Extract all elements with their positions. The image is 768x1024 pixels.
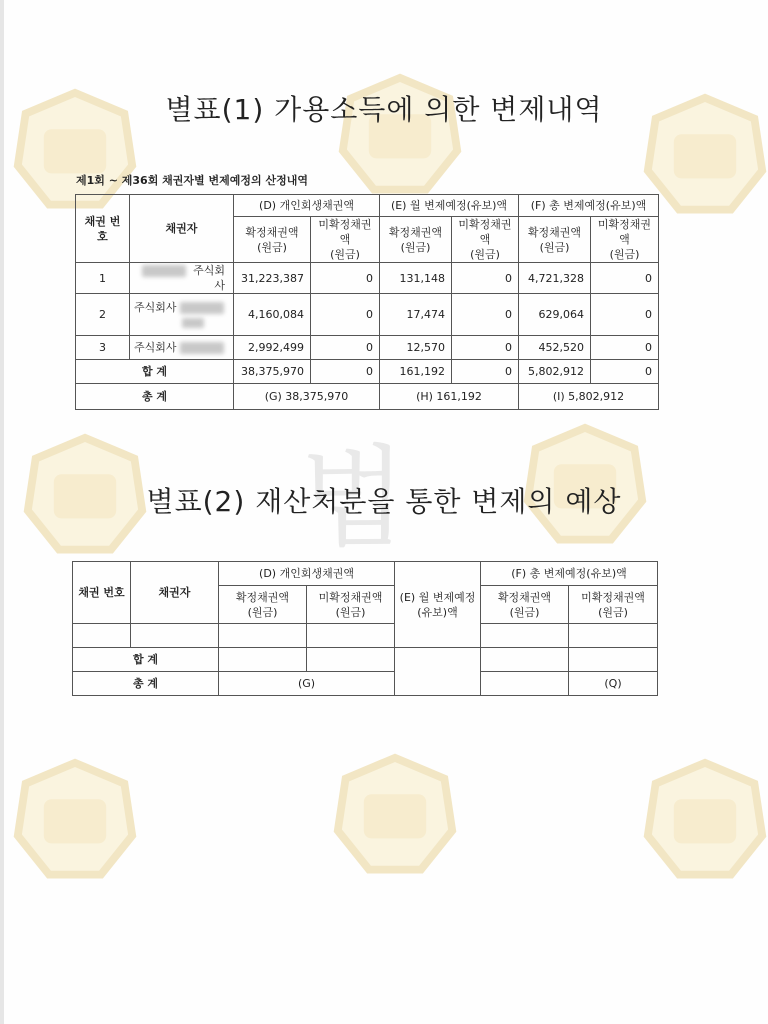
- header-unconfirmed: 미확정채권액 (원금): [569, 586, 658, 624]
- subtotal-e-unconfirmed: 0: [452, 360, 519, 384]
- empty-cell: [307, 624, 395, 648]
- appendix-1-subtitle: 제1회 ~ 제36회 채권자별 변제예정의 산정내역: [76, 174, 308, 187]
- subtotal-d-unconfirmed: 0: [311, 360, 380, 384]
- header-creditor: 채권자: [131, 562, 219, 624]
- cell-d-confirmed: 31,223,387: [234, 263, 311, 294]
- header-f: (F) 총 변제예정(유보)액: [519, 195, 659, 217]
- watermark-emblem-icon: [330, 750, 460, 880]
- header-confirmed: 확정채권액 (원금): [519, 217, 591, 263]
- header-no: 채권 번호: [73, 562, 131, 624]
- empty-cell: [219, 624, 307, 648]
- total-q: (Q): [569, 672, 658, 696]
- cell-f-confirmed: 452,520: [519, 336, 591, 360]
- subtotal-f-confirmed: 5,802,912: [519, 360, 591, 384]
- row-no: 2: [76, 294, 130, 336]
- total-i: (I) 5,802,912: [519, 384, 659, 410]
- header-confirmed: 확정채권액 (원금): [380, 217, 452, 263]
- cell-e-unconfirmed: 0: [452, 263, 519, 294]
- total-h: (H) 161,192: [380, 384, 519, 410]
- cell-e-confirmed: 17,474: [380, 294, 452, 336]
- row-creditor: 주식회사: [130, 263, 234, 294]
- cell-e-unconfirmed: 0: [452, 294, 519, 336]
- header-unconfirmed: 미확정채권액 (원금): [452, 217, 519, 263]
- total-label: 총 계: [76, 384, 234, 410]
- empty-cell: [481, 624, 569, 648]
- row-creditor: 주식회사: [130, 336, 234, 360]
- header-confirmed: 확정채권액 (원금): [234, 217, 311, 263]
- cell-d-confirmed: 2,992,499: [234, 336, 311, 360]
- header-unconfirmed: 미확정채권액 (원금): [591, 217, 659, 263]
- cell-e-confirmed: 12,570: [380, 336, 452, 360]
- subtotal-f-unconfirmed: 0: [591, 360, 659, 384]
- table-row: [76, 294, 659, 336]
- empty-cell: [481, 648, 569, 672]
- header-confirmed: 확정채권액 (원금): [481, 586, 569, 624]
- subtotal-d-confirmed: 38,375,970: [234, 360, 311, 384]
- header-e: (E) 월 변제예정 (유보)액: [395, 562, 481, 648]
- cell-f-confirmed: 629,064: [519, 294, 591, 336]
- redacted-name: [142, 265, 186, 277]
- table-row: [76, 263, 659, 294]
- table-row: [76, 336, 659, 360]
- redacted-name: [180, 302, 224, 314]
- header-unconfirmed: 미확정채권액 (원금): [311, 217, 380, 263]
- total-g: (G): [219, 672, 395, 696]
- empty-cell: [131, 624, 219, 648]
- subtotal-label: 합 계: [73, 648, 219, 672]
- empty-cell: [395, 648, 481, 696]
- empty-cell: [307, 648, 395, 672]
- watermark-text: 법: [300, 434, 401, 562]
- cell-e-confirmed: 131,148: [380, 263, 452, 294]
- header-no: 채권 번호: [76, 195, 130, 263]
- total-label: 총 계: [73, 672, 219, 696]
- subtotal-e-confirmed: 161,192: [380, 360, 452, 384]
- cell-d-confirmed: 4,160,084: [234, 294, 311, 336]
- cell-f-confirmed: 4,721,328: [519, 263, 591, 294]
- cell-f-unconfirmed: 0: [591, 294, 659, 336]
- redacted-name: [182, 318, 204, 328]
- total-row: [76, 384, 659, 410]
- empty-cell: [569, 648, 658, 672]
- row-creditor: 주식회사: [130, 294, 234, 336]
- header-e: (E) 월 변제예정(유보)액: [380, 195, 519, 217]
- redacted-name: [180, 342, 224, 354]
- header-confirmed: 확정채권액 (원금): [219, 586, 307, 624]
- watermark-emblem-icon: [640, 755, 768, 885]
- row-no: 1: [76, 263, 130, 294]
- subtotal-row: [76, 360, 659, 384]
- watermark-emblem-icon: [10, 755, 140, 885]
- total-row: [73, 672, 658, 696]
- appendix-1-title: 별표(1) 가용소득에 의한 변제내역: [165, 93, 603, 126]
- repayment-table: [75, 194, 659, 410]
- appendix-2-title: 별표(2) 재산처분을 통한 변제의 예상: [146, 485, 622, 518]
- header-d: (D) 개인회생채권액: [219, 562, 395, 586]
- cell-d-unconfirmed: 0: [311, 294, 380, 336]
- header-unconfirmed: 미확정채권액 (원금): [307, 586, 395, 624]
- empty-cell: [73, 624, 131, 648]
- header-creditor: 채권자: [130, 195, 234, 263]
- empty-cell: [219, 648, 307, 672]
- cell-f-unconfirmed: 0: [591, 263, 659, 294]
- header-d: (D) 개인회생채권액: [234, 195, 380, 217]
- cell-f-unconfirmed: 0: [591, 336, 659, 360]
- row-no: 3: [76, 336, 130, 360]
- empty-cell: [481, 672, 569, 696]
- empty-cell: [569, 624, 658, 648]
- header-f: (F) 총 변제예정(유보)액: [481, 562, 658, 586]
- cell-d-unconfirmed: 0: [311, 336, 380, 360]
- cell-e-unconfirmed: 0: [452, 336, 519, 360]
- total-g: (G) 38,375,970: [234, 384, 380, 410]
- table-row: [73, 624, 658, 648]
- cell-d-unconfirmed: 0: [311, 263, 380, 294]
- subtotal-label: 합 계: [76, 360, 234, 384]
- subtotal-row: [73, 648, 658, 672]
- property-disposal-table: [72, 561, 658, 696]
